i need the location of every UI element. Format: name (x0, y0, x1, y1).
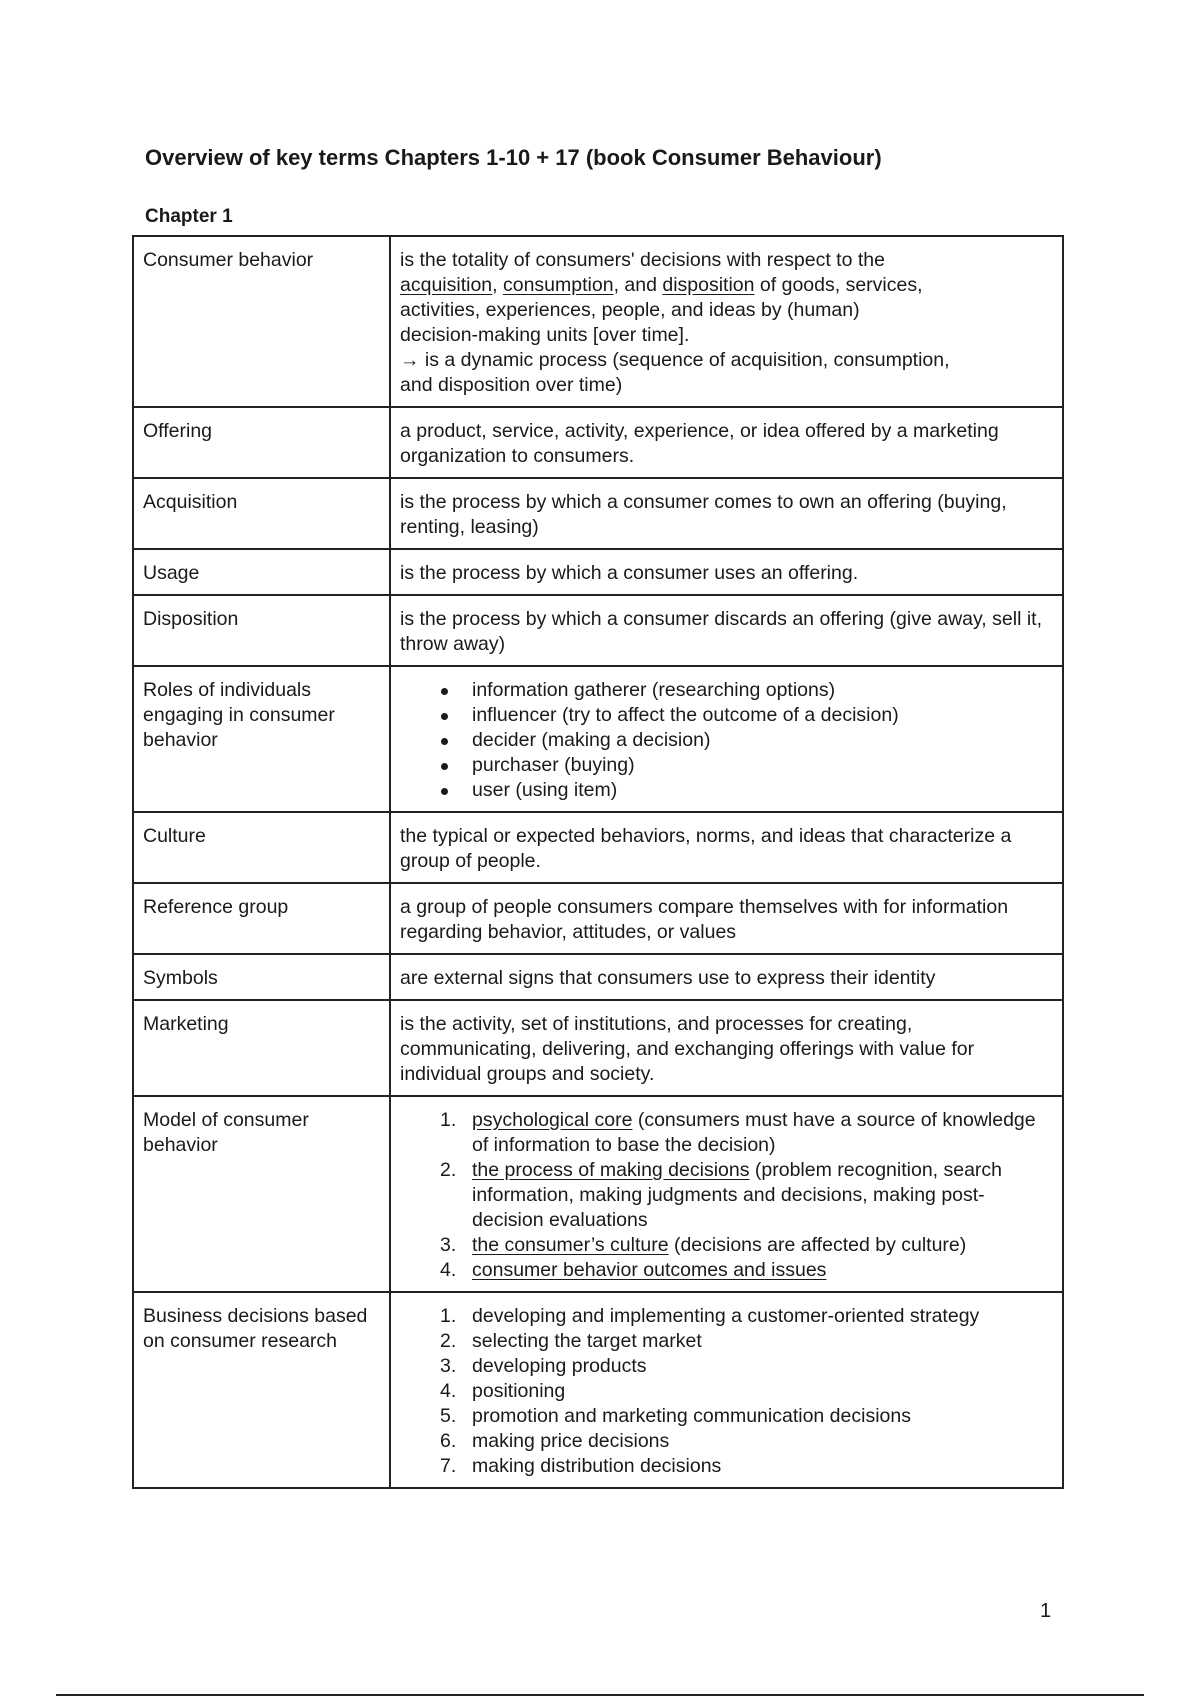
list-item: user (using item) (400, 778, 1054, 803)
definition-cell: is the activity, set of institutions, and processes for creating, communicating, delivering, and exchanging offerings with value for individual groups and society. (390, 1000, 1063, 1096)
list-item: purchaser (buying) (400, 753, 1054, 778)
list-item (400, 1233, 1054, 1258)
list-number: 5. (440, 1405, 457, 1427)
term-cell: Acquisition (133, 478, 390, 549)
definition-cell: the typical or expected behaviors, norms, and ideas that characterize a group of people. (390, 812, 1063, 883)
list-item: influencer (try to affect the outcome of a decision) (400, 703, 1054, 728)
item-text: developing and implementing a customer-oriented strategy (472, 1305, 980, 1327)
connector-text: , and (613, 274, 663, 296)
definition-line: → is a dynamic process (sequence of acquisition, consumption, (400, 349, 950, 371)
definition-cell: is the process by which a consumer uses an offering. (390, 549, 1063, 595)
definition-cell: are external signs that consumers use to express their identity (390, 954, 1063, 1000)
item-text: making price decisions (472, 1430, 670, 1452)
definition-cell (390, 1292, 1063, 1488)
table-row (133, 549, 1063, 595)
list-item (400, 1454, 1054, 1479)
underlined-term: disposition (662, 274, 755, 296)
list-item: information gatherer (researching options) (400, 678, 1054, 703)
term-cell: Consumer behavior (133, 236, 390, 407)
item-text: (problem recognition, search information, making judgments and decisions, making post-decision evaluations (472, 1159, 1003, 1231)
term-cell: Roles of individuals engaging in consumer behavior (133, 666, 390, 812)
list-number: 7. (440, 1455, 457, 1477)
underlined-term: the process of making decisions (472, 1159, 750, 1181)
list-item (400, 1354, 1054, 1379)
table-row (133, 883, 1063, 954)
line-tail: of goods, services, (754, 274, 923, 296)
table-row (133, 666, 1063, 812)
underlined-term: the consumer’s culture (472, 1234, 669, 1256)
table-row (133, 954, 1063, 1000)
key-terms-table (132, 235, 1064, 1489)
definition-line: activities, experiences, people, and ideas by (human) (400, 299, 860, 321)
list-item (400, 1108, 1054, 1158)
table-row (133, 1292, 1063, 1488)
definition-cell: is the process by which a consumer comes to own an offering (buying, renting, leasing) (390, 478, 1063, 549)
item-text: promotion and marketing communication decisions (472, 1405, 911, 1427)
list-item (400, 1429, 1054, 1454)
item-text: positioning (472, 1380, 566, 1402)
list-number: 4. (440, 1259, 457, 1281)
table-row (133, 236, 1063, 407)
definition-cell: is the process by which a consumer discards an offering (give away, sell it, throw away) (390, 595, 1063, 666)
term-cell: Disposition (133, 595, 390, 666)
definition-line: decision-making units [over time]. (400, 324, 690, 346)
business-decisions-list (400, 1304, 1054, 1479)
table-row (133, 1000, 1063, 1096)
list-number: 3. (440, 1234, 457, 1256)
item-text: selecting the target market (472, 1330, 702, 1352)
underlined-term: consumer behavior outcomes and issues (472, 1259, 827, 1281)
list-number: 2. (440, 1330, 457, 1352)
model-list (400, 1108, 1054, 1283)
table-row (133, 407, 1063, 478)
definition-line: acquisition, consumption, and disposition of goods, services, (400, 274, 923, 296)
term-cell: Culture (133, 812, 390, 883)
definition-cell (390, 1096, 1063, 1292)
definition-cell: a group of people consumers compare themselves with for information regarding behavior, attitudes, or values (390, 883, 1063, 954)
list-item (400, 1329, 1054, 1354)
term-cell: Marketing (133, 1000, 390, 1096)
table-row (133, 595, 1063, 666)
list-item (400, 1404, 1054, 1429)
roles-list (400, 678, 1054, 803)
list-number: 4. (440, 1380, 457, 1402)
list-item (400, 1258, 1054, 1283)
definition-line: and disposition over time) (400, 374, 623, 396)
definition-cell (390, 666, 1063, 812)
table-row (133, 812, 1063, 883)
list-item: decider (making a decision) (400, 728, 1054, 753)
list-number: 1. (440, 1305, 457, 1327)
underlined-term: acquisition (400, 274, 493, 296)
item-text: developing products (472, 1355, 647, 1377)
term-cell: Symbols (133, 954, 390, 1000)
definition-cell: a product, service, activity, experience, or idea offered by a marketing organization to consumers. (390, 407, 1063, 478)
list-number: 3. (440, 1355, 457, 1377)
list-item (400, 1379, 1054, 1404)
term-cell: Reference group (133, 883, 390, 954)
underlined-term: consumption (502, 274, 614, 296)
list-number: 6. (440, 1430, 457, 1452)
item-text: making distribution decisions (472, 1455, 722, 1477)
term-cell: Model of consumer behavior (133, 1096, 390, 1292)
table-row (133, 478, 1063, 549)
term-cell: Business decisions based on consumer research (133, 1292, 390, 1488)
list-item (400, 1304, 1054, 1329)
term-cell: Offering (133, 407, 390, 478)
page-number: 1 (1040, 1600, 1052, 1622)
chapter-heading: Chapter 1 (145, 206, 233, 227)
table-row (133, 1096, 1063, 1292)
definition-cell (390, 236, 1063, 407)
underlined-term: psychological core (472, 1109, 633, 1131)
list-number: 2. (440, 1159, 457, 1181)
document-title: Overview of key terms Chapters 1-10 + 17 (book Consumer Behaviour) (145, 145, 882, 170)
footer-divider (56, 1694, 1144, 1696)
list-number: 1. (440, 1109, 457, 1131)
list-item (400, 1158, 1054, 1233)
term-cell: Usage (133, 549, 390, 595)
item-text: (consumers must have a source of knowledge of information to base the decision) (472, 1109, 1036, 1156)
item-text: (decisions are affected by culture) (668, 1234, 967, 1256)
definition-line: is the totality of consumers' decisions with respect to the (400, 249, 885, 271)
